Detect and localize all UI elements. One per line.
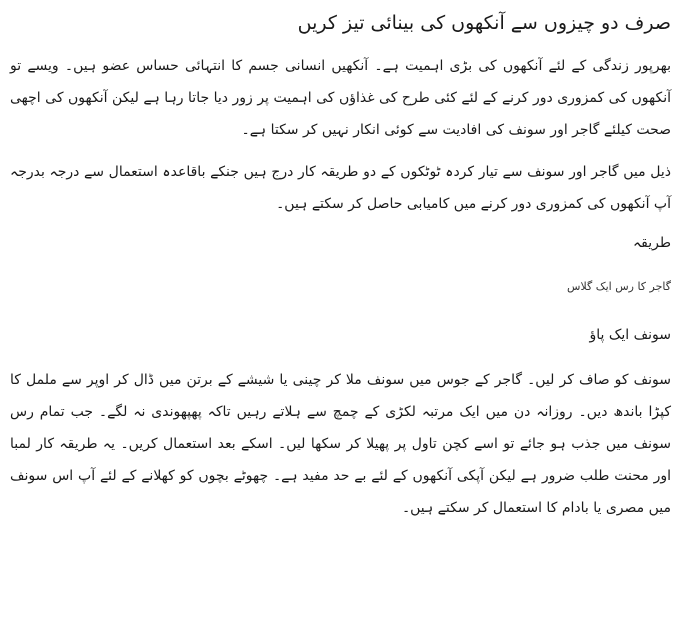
remedy-intro-paragraph: ذیل میں گاجر اور سونف سے تیار کردہ ٹوٹکوں کے دو طریقہ کار درج ہیں جنکے باقاعدہ استعمال سے درجہ بدرجہ آپ آنکھوں کی کمزوری دور کرنے میں کامیابی حاصل کر سکتے ہیں۔ bbox=[10, 164, 671, 212]
ingredient-carrot-juice: گاجر کا رس ایک گلاس bbox=[567, 280, 671, 293]
method-heading: طریقہ bbox=[632, 235, 671, 251]
article-title: صرف دو چیزوں سے آنکھوں کی بینائی تیز کریں bbox=[297, 12, 671, 34]
ingredient-fennel: سونف ایک پاؤ bbox=[589, 327, 671, 343]
intro-paragraph: بھرپور زندگی کے لئے آنکھوں کی بڑی اہمیت ہے۔ آنکھیں انسانی جسم کا انتہائی حساس عضو ہیں۔ ویسے تو آنکھوں کی کمزوری دور کرنے کے لئے کئی طرح کی غذاؤں کی اہمیت پر زور دیا جاتا رہا ہے لیکن آنکھوں کی اچھی صحت کیلئے گاجر اور سونف کی افادیت سے کوئی انکار نہیں کر سکتا ہے۔ bbox=[10, 58, 671, 138]
instructions-paragraph: سونف کو صاف کر لیں۔ گاجر کے جوس میں سونف ملا کر چینی یا شیشے کے برتن میں ڈال کر اوپر سے ململ کا کپڑا باندھ دیں۔ روزانہ دن میں ایک مرتبہ لکڑی کے چمچ سے ہلاتے رہیں تاکہ پھپھوندی نہ لگے۔ جب تمام رس سونف میں جذب ہو جائے تو اسے کچن تاول پر پھیلا کر سکھا لیں۔ اسکے بعد استعمال کریں۔ یہ طریقہ کار لمبا اور محنت طلب ضرور ہے لیکن آپکی آنکھوں کے لئے بے حد مفید ہے۔ چھوٹے بچوں کو کھلانے کے لئے آپ اس سونف میں مصری یا بادام کا استعمال کر سکتے ہیں۔ bbox=[10, 372, 671, 516]
